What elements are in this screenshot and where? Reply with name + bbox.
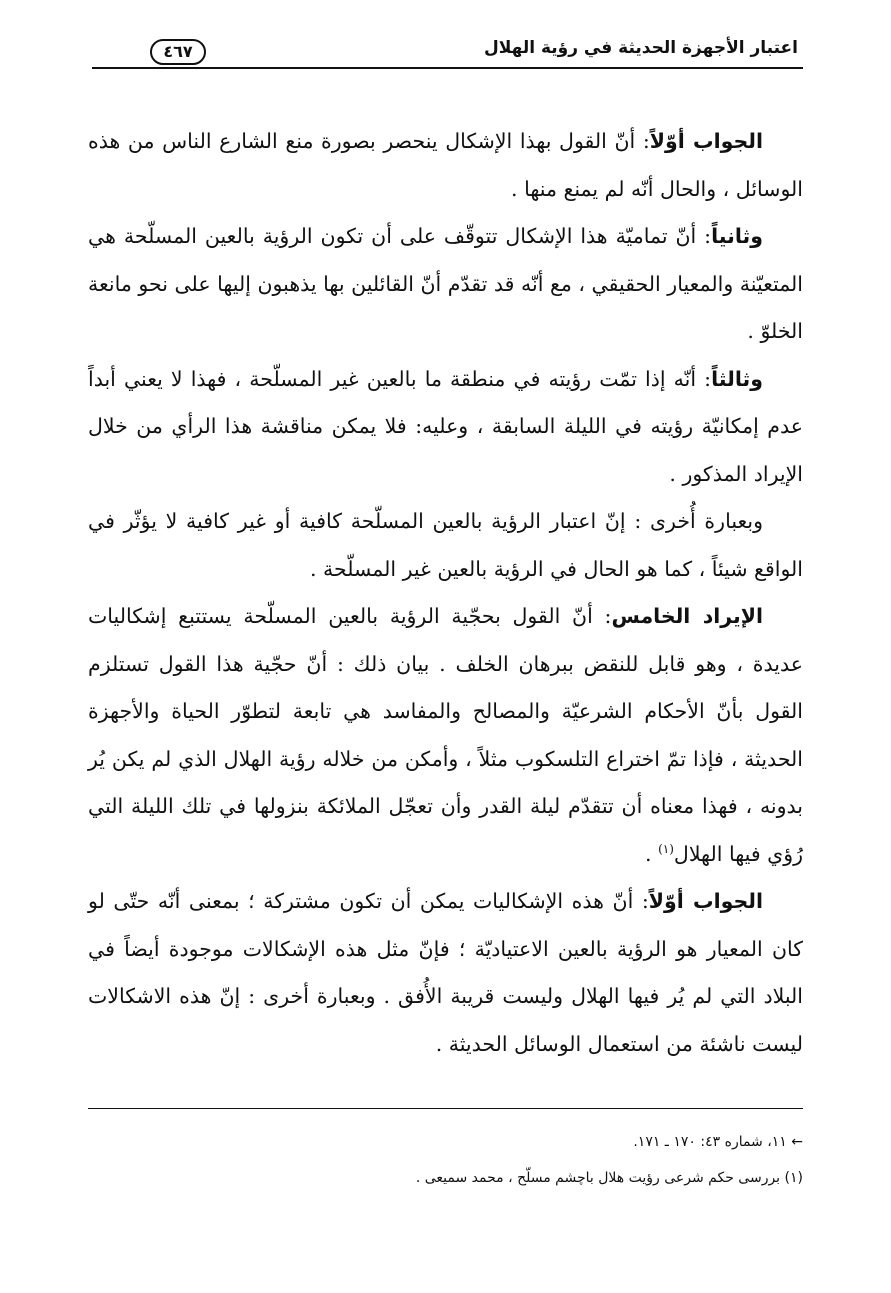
paragraph-text-end: .	[645, 841, 652, 866]
paragraph	[88, 356, 803, 499]
paragraph	[88, 118, 803, 213]
running-header-title: اعتبار الأجهزة الحديثة في رؤية الهلال	[483, 38, 798, 58]
paragraph-label: الإيراد الخامس	[611, 604, 763, 628]
paragraph	[88, 878, 803, 1068]
footnote-continuation: ← ١١، شماره ٤٣: ١٧٠ ـ ١٧١.	[633, 1134, 803, 1150]
paragraph	[88, 213, 803, 356]
page-number: ٤٦٧	[150, 39, 206, 65]
paragraph-text: : أنّه إذا تمّت رؤيته في منطقة ما بالعين غير المسلّحة ، فهذا لا يعني أبداً عدم إمكانيّة رؤيته في الليلة السابقة ، وعليه: فلا يمكن مناقشة هذا الرأي من خلال الإيراد المذكور .	[88, 366, 803, 486]
footnote-divider	[88, 1108, 803, 1109]
paragraph-label: الجواب أوّلاً	[648, 889, 763, 913]
paragraph	[88, 498, 803, 593]
paragraph-text: : أنّ القول بهذا الإشكال ينحصر بصورة منع الشارع الناس من هذه الوسائل ، والحال أنّه لم يمنع منها .	[88, 129, 803, 201]
footnote-reference: (١)	[658, 841, 674, 856]
paragraph-text: : أنّ القول بحجّية الرؤية بالعين المسلّحة يستتبع إشكاليات عديدة ، وهو قابل للنقض ببرهان الخلف . بيان ذلك : أنّ حجّية هذا القول تستلزم القول بأنّ الأحكام الشرعيّة والمصالح والمفاسد هي تابعة لتطوّر الحياة والأجهزة الحديثة ، فإذا تمّ اختراع التلسكوب مثلاً ، وأمكن من خلاله رؤية الهلال الذي لم يكن يُر بدونه ، فهذا معناه أن تتقدّم ليلة القدر وأن تعجّل الملائكة بنزولها في تلك الليلة التي رُؤي فيها الهلال	[88, 604, 803, 866]
paragraph-text: وبعبارة أُخرى : إنّ اعتبار الرؤية بالعين المسلّحة كافية أو غير كافية لا يؤثّر في الواقع شيئاً ، كما هو الحال في الرؤية بالعين غير المسلّحة .	[88, 509, 803, 581]
paragraph-text: : أنّ هذه الإشكاليات يمكن أن تكون مشتركة ؛ بمعنى أنّه حتّى لو كان المعيار هو الرؤية بالعين الاعتياديّة ؛ فإنّ مثل هذه الإشكالات موجودة أيضاً في البلاد التي لم يُر فيها الهلال وليست قريبة الأُفق . وبعبارة أخرى : إنّ هذه الاشكالات ليست ناشئة من استعمال الوسائل الحديثة .	[88, 889, 803, 1056]
paragraph-label: وثالثاً	[711, 366, 763, 391]
footnotes	[88, 1124, 803, 1196]
paragraph	[88, 593, 803, 878]
body-text	[88, 118, 803, 1068]
paragraph-text: : أنّ تماميّة هذا الإشكال تتوقّف على أن تكون الرؤية بالعين المسلّحة هي المتعيّنة والمعيار الحقيقي ، مع أنّه قد تقدّم أنّ القائلين بها يذهبون إليها على نحو مانعة الخلوّ .	[88, 224, 803, 343]
paragraph-label: وثانياً	[711, 224, 763, 248]
paragraph-label: الجواب أوّلاً	[649, 129, 763, 153]
footnote-1: (١) بررسى حكم شرعى رؤيت هلال باچشم مسلّح ، محمد سميعى .	[415, 1170, 803, 1186]
header-divider	[92, 67, 803, 69]
